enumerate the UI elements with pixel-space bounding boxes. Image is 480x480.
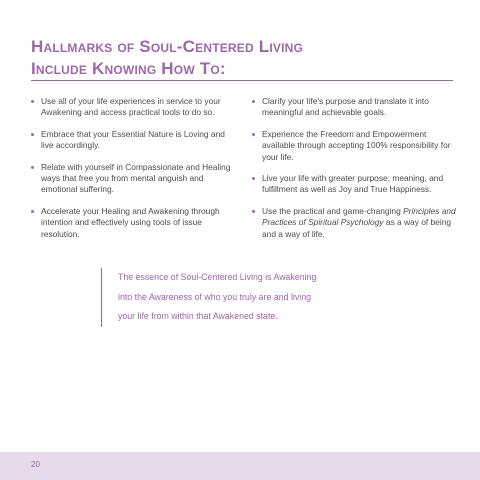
bullet-icon bbox=[252, 177, 255, 180]
list-item: Clarify your life's purpose and translate it into meaningful and achievable goals. bbox=[252, 96, 457, 119]
pull-quote bbox=[101, 268, 418, 327]
quote-line-1: The essence of Soul-Centered Living is Awakening bbox=[118, 272, 317, 282]
bullet-icon bbox=[252, 133, 255, 136]
list-item: Use all of your life experiences in service to your Awakening and access practical tools to do so. bbox=[31, 96, 231, 119]
list-item: Embrace that your Essential Nature is Loving and live accordingly. bbox=[31, 129, 231, 152]
list-item: Live your life with greater purpose, meaning, and fulfillment as well as Joy and True Happiness. bbox=[252, 173, 457, 196]
right-bullet-list bbox=[252, 96, 457, 250]
bullet-icon bbox=[31, 210, 34, 213]
bullet-icon bbox=[31, 166, 34, 169]
bullet-icon bbox=[31, 100, 34, 103]
heading-line-1: Hallmarks of Soul-Centered Living bbox=[31, 37, 304, 56]
page-footer bbox=[0, 452, 480, 480]
list-item: Accelerate your Healing and Awakening through intention and effectively using tools of issue resolution. bbox=[31, 206, 231, 240]
bullet-icon bbox=[252, 100, 255, 103]
list-item: Experience the Freedom and Empowerment available through accepting 100% responsibility for your life. bbox=[252, 129, 457, 163]
page-number: 20 bbox=[31, 460, 40, 469]
book-title: Principles and Practices of Spiritual Psychology bbox=[262, 205, 456, 228]
quote-line-2: into the Awareness of who you truly are and living bbox=[118, 291, 311, 302]
heading-divider bbox=[31, 80, 453, 81]
heading-line-2: Include Knowing How To: bbox=[31, 59, 226, 78]
list-item: Relate with yourself in Compassionate and Healing ways that free you from mental anguish and emotional suffering. bbox=[31, 162, 231, 196]
quote-line-3: your life from within that Awakened state. bbox=[118, 311, 278, 322]
section-heading bbox=[31, 36, 451, 80]
list-item: Use the practical and game-changing Principles and Practices of Spiritual Psychology as a way of being and a way of life. bbox=[252, 206, 457, 240]
bullet-icon bbox=[252, 210, 255, 213]
bullet-icon bbox=[31, 133, 34, 136]
left-bullet-list bbox=[31, 96, 231, 250]
